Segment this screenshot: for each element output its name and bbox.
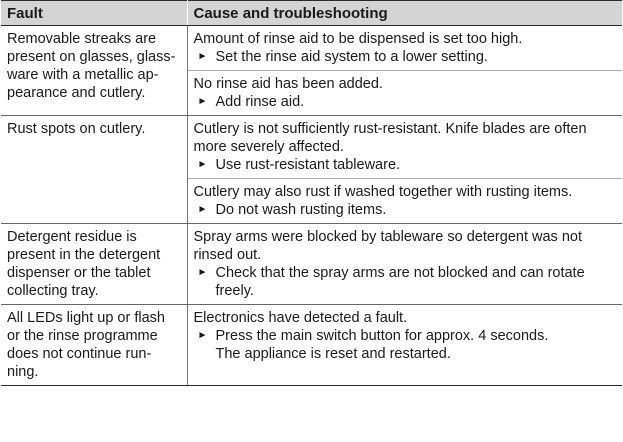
fault-cell: Rust spots on cutlery. (1, 116, 187, 224)
table-header-row (1, 1, 622, 26)
cause-text: Amount of rinse aid to be dispensed is set too high. (193, 31, 523, 47)
triangle-right-icon: ► (197, 96, 208, 107)
cause-text: No rinse aid has been added. (193, 76, 383, 92)
remedy-text: Set the rinse aid system to a lower setting. (215, 49, 488, 65)
cause-cell (187, 116, 622, 179)
table-row (1, 116, 622, 179)
remedy-step (194, 327, 617, 363)
remedy-step (194, 264, 617, 300)
cause-text: Electronics have detected a fault. (193, 310, 408, 326)
triangle-right-icon: ► (197, 51, 208, 62)
triangle-right-icon: ► (197, 267, 208, 278)
remedy-text: Check that the spray arms are not blocked and can rotate freely. (215, 265, 585, 299)
fault-column-header: Fault (1, 1, 187, 26)
triangle-right-icon: ► (197, 159, 208, 170)
remedy-text: Do not wash rusting items. (215, 202, 387, 218)
remedy-result-text: The appliance is reset and restarted. (215, 346, 451, 362)
cause-text: Cutlery may also rust if washed together with rusting items. (193, 184, 573, 200)
remedy-step (194, 156, 617, 174)
triangle-right-icon: ► (197, 330, 208, 341)
remedy-text: Use rust-resistant tableware. (215, 157, 401, 173)
cause-cell (187, 71, 622, 116)
fault-cell: Detergent residue is present in the detergent dispenser or the tablet collecting tray. (1, 224, 187, 305)
remedy-step (194, 201, 617, 219)
remedy-text: Press the main switch button for approx. 4 seconds. (215, 328, 549, 344)
remedy-step (194, 48, 617, 66)
fault-cell: All LEDs light up or flash or the rinse programme does not continue run-ning. (1, 305, 187, 386)
remedy-text: Add rinse aid. (215, 94, 305, 110)
cause-column-header: Cause and troubleshooting (187, 1, 622, 26)
table-row (1, 26, 622, 71)
cause-text: Cutlery is not sufficiently rust-resistant. Knife blades are often more severely affected. (193, 121, 587, 155)
table-row (1, 305, 622, 386)
remedy-step (194, 93, 617, 111)
cause-cell (187, 179, 622, 224)
cause-cell (187, 26, 622, 71)
cause-cell (187, 305, 622, 386)
cause-cell (187, 224, 622, 305)
triangle-right-icon: ► (197, 204, 208, 215)
troubleshooting-table (1, 0, 622, 386)
table-row (1, 224, 622, 305)
cause-text: Spray arms were blocked by tableware so detergent was not rinsed out. (193, 229, 582, 263)
fault-cell: Removable streaks are present on glasses, glass-ware with a metallic ap-pearance and cutlery. (1, 26, 187, 116)
